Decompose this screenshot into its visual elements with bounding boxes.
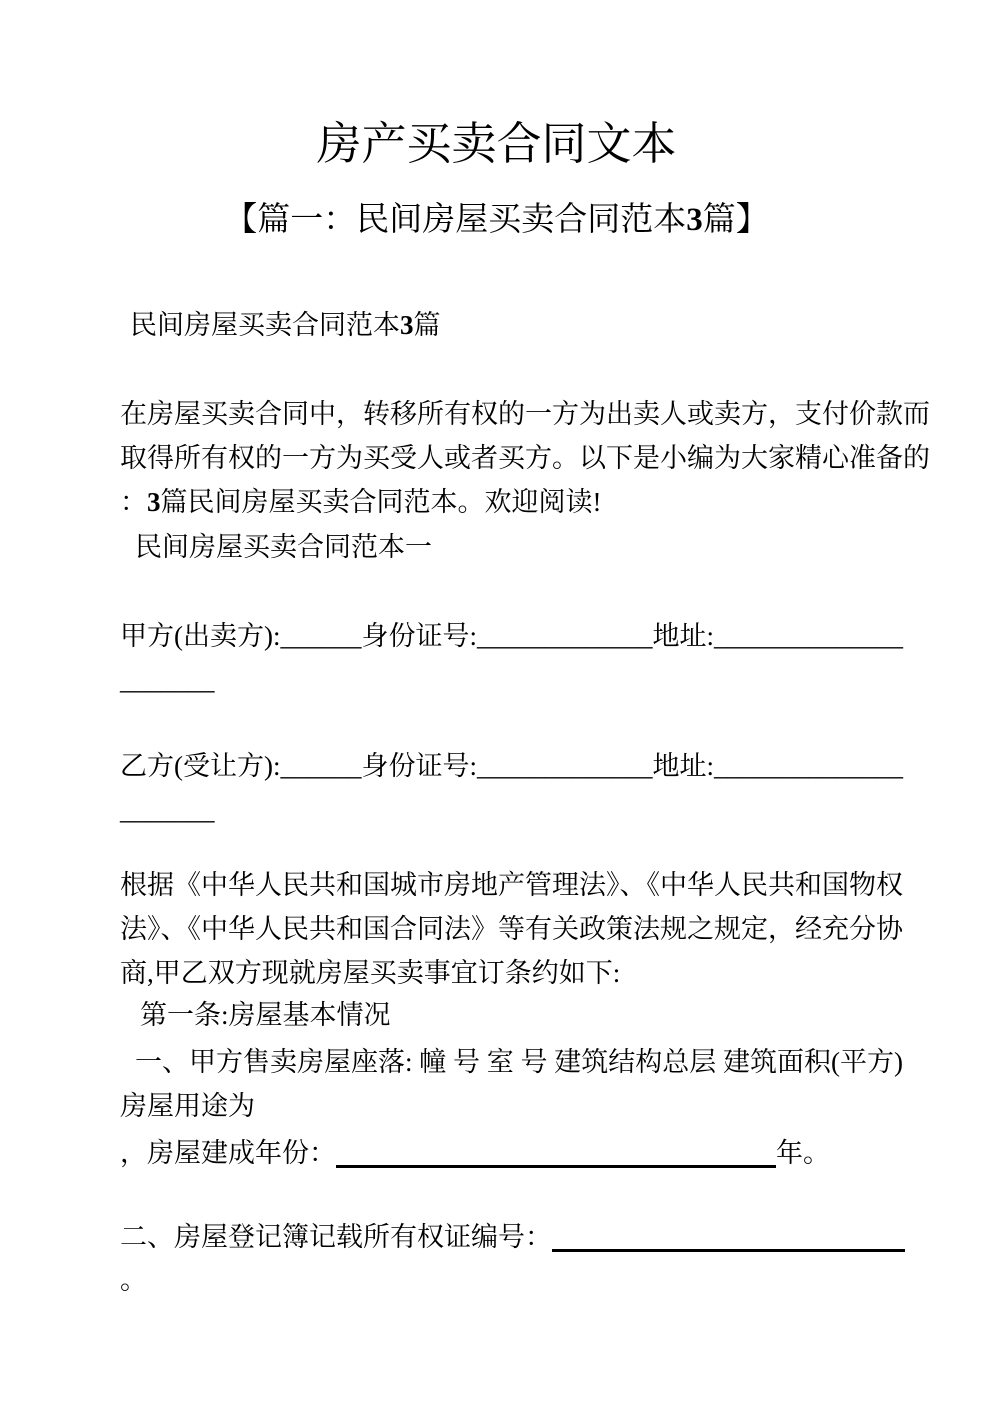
party-a-block <box>120 614 903 702</box>
legal-basis-line-2: 法》、《中华人民共和国合同法》等有关政策法规之规定，经充分协 <box>120 914 903 944</box>
party-a-name-blank: ______ <box>280 621 362 651</box>
banner-bold-number: 3 <box>686 202 703 238</box>
banner-text-prefix: 【篇一：民间房屋买卖合同范本 <box>224 202 687 238</box>
party-b-address-label: 地址: <box>652 751 715 781</box>
list-heading-prefix: 民间房屋买卖合同范本 <box>130 310 400 340</box>
article-1-item-1 <box>120 1040 903 1128</box>
intro-line-3-prefix: ： <box>120 487 147 517</box>
sample-one-heading: 民间房屋买卖合同范本一 <box>135 532 432 562</box>
party-a-line <box>120 614 903 658</box>
party-b-id-label: 身份证号: <box>361 751 477 781</box>
party-b-line <box>120 744 903 788</box>
intro-line-1: 在房屋买卖合同中，转移所有权的一方为出卖人或卖方，支付价款而 <box>120 399 930 429</box>
article-1-item-2 <box>120 1215 905 1259</box>
party-a-id-blank: _____________ <box>477 621 653 651</box>
item-2-label: 二、房屋登记簿记载所有权证编号： <box>120 1222 552 1252</box>
intro-line-3 <box>120 480 930 524</box>
legal-basis-line-1: 根据《中华人民共和国城市房地产管理法》、《中华人民共和国物权 <box>120 870 903 900</box>
document-title: 房产买卖合同文本 <box>316 119 677 169</box>
party-a-id-label: 身份证号: <box>361 621 477 651</box>
party-b-label: 乙方(受让方): <box>120 751 281 781</box>
party-a-address-blank: ______________ <box>714 621 904 651</box>
party-b-name-blank: ______ <box>280 751 362 781</box>
party-b-block <box>120 744 903 832</box>
intro-line-3-bold-number: 3 <box>147 487 161 517</box>
banner-text-suffix: 篇】 <box>702 202 769 238</box>
party-a-address-label: 地址: <box>652 621 715 651</box>
list-heading <box>130 303 441 347</box>
party-b-id-blank: _____________ <box>477 751 653 781</box>
section-banner <box>0 201 993 241</box>
item-1-year-line <box>120 1131 830 1175</box>
list-heading-bold-number: 3 <box>400 310 414 340</box>
year-line-prefix: ，房屋建成年份： <box>120 1138 336 1168</box>
intro-line-2: 取得所有权的一方为买受人或者买方。以下是小编为大家精心准备的 <box>120 443 930 473</box>
party-b-wrap-blank: _______ <box>120 795 215 825</box>
party-a-wrap-blank: _______ <box>120 665 215 695</box>
party-b-address-blank: ______________ <box>714 751 904 781</box>
intro-paragraph <box>120 392 930 524</box>
legal-basis-line-3: 商,甲乙双方现就房屋买卖事宜订条约如下: <box>120 958 621 988</box>
year-line-suffix: 年。 <box>776 1138 830 1168</box>
item-1-line-1: 一、甲方售卖房屋座落: 幢 号 室 号 建筑结构总层 建筑面积(平方) <box>135 1047 903 1077</box>
list-heading-suffix: 篇 <box>413 310 441 340</box>
cert-number-fill-in-blank <box>552 1249 905 1252</box>
intro-line-3-suffix: 篇民间房屋买卖合同范本。欢迎阅读! <box>160 487 602 517</box>
item-1-line-2: 房屋用途为 <box>120 1091 255 1121</box>
article-1-heading: 第一条:房屋基本情况 <box>140 1000 391 1030</box>
item-2-trailing-period: 。 <box>120 1265 147 1295</box>
party-a-label: 甲方(出卖方): <box>120 621 281 651</box>
year-fill-in-blank <box>336 1165 776 1168</box>
legal-basis-paragraph <box>120 863 903 995</box>
